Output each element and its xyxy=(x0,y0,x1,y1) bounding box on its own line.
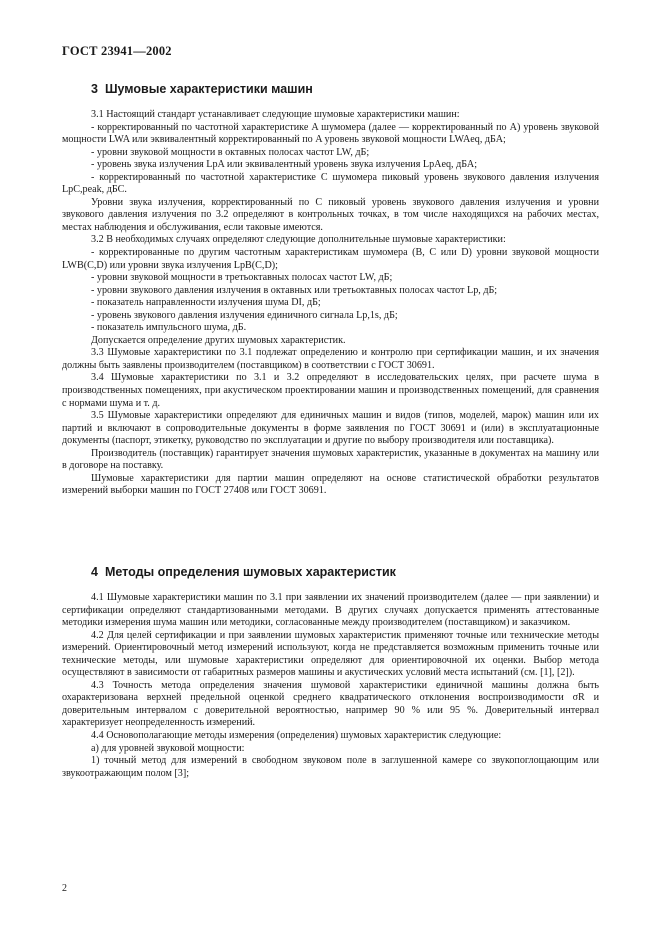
section-4-body xyxy=(62,592,599,780)
paragraph: а) для уровней звуковой мощности: xyxy=(91,742,245,754)
paragraph: - уровень звука излучения LpA или эквивалентный уровень звука излучения LpAeq, дБА; xyxy=(91,159,478,171)
section-4-heading xyxy=(91,565,396,579)
paragraph: - корректированные по другим частотным характеристикам шумомера (B, C или D) уровни звуковой мощности LWB(C,D) или уровни звука излучения LpB(C,D); xyxy=(62,247,599,271)
paragraph: 3.1 Настоящий стандарт устанавливает следующие шумовые характеристики машин: xyxy=(91,109,460,120)
paragraph: Шумовые характеристики для партии машин определяют на основе статистической обработки результатов измерений выборки машин по ГОСТ 27408 или ГОСТ 30691. xyxy=(62,472,599,497)
paragraph: - показатель импульсного шума, дБ. xyxy=(91,322,247,334)
paragraph: - корректированный по частотной характеристике C шумомера пиковый уровень звукового давления излучения LpC,peak, дБС. xyxy=(62,171,599,196)
paragraph: - показатель направленности излучения шума DI, дБ; xyxy=(91,297,321,309)
paragraph: 4.3 Точность метода определения значения шумовой характеристики единичной машины должна быть охарактеризована верхней предельной оценкой среднего квадратического отклонения воспроизводимости σR и доверительным интервалом с доверительной вероятностью, например 90 % или 95 %. Доверительный интервал характеризует неопределенность измерений. xyxy=(62,679,599,729)
document-code: ГОСТ 23941—2002 xyxy=(62,44,172,58)
paragraph: - уровни звуковой мощности в октавных полосах частот LW, дБ; xyxy=(91,146,370,158)
section-3-body xyxy=(62,109,599,498)
section-3-number: 3 xyxy=(91,82,98,96)
section-3-heading xyxy=(91,82,313,96)
paragraph: 1) точный метод для измерений в свободном звуковом поле в заглушенной камере со звукопоглощающим или звукоотражающим полом [3]; xyxy=(62,755,599,779)
paragraph: Уровни звука излучения, корректированный по C пиковый уровень звукового давления излучения и уровни звукового давления излучения по 3.2 определяют в контрольных точках, в том числе находящихся на рабочих местах, местах наблюдения и обслуживания, если таковые имеются. xyxy=(62,196,599,233)
paragraph: 3.5 Шумовые характеристики определяют для единичных машин и видов (типов, моделей, марок) машин или их партий и включают в сопроводительные документы в форме заявления по ГОСТ 30691 и (или) в эксплуатационные документы (паспорт, этикетку, руководство по эксплуатации и другие по выбору производителя или поставщика). xyxy=(62,410,599,447)
paragraph: 3.4 Шумовые характеристики по 3.1 и 3.2 определяют в исследовательских целях, при расчете шума в производственных помещениях, при акустическом проектировании машин и производственных помещений, для сравнения с нормами шума и т. д. xyxy=(62,372,599,409)
paragraph: Производитель (поставщик) гарантирует значения шумовых характеристик, указанные в документах на машину или в договоре на поставку. xyxy=(62,447,599,472)
section-4-title: Методы определения шумовых характеристик xyxy=(104,565,396,579)
paragraph: 3.2 В необходимых случаях определяют следующие дополнительные шумовые характеристики: xyxy=(91,234,506,246)
paragraph: 3.3 Шумовые характеристики по 3.1 подлежат определению и контролю при сертификации машин, и их значения должны быть заявлены производителем (поставщиком) в соответствии с ГОСТ 30691. xyxy=(62,347,599,371)
paragraph: - уровень звукового давления излучения единичного сигнала Lp,1s, дБ; xyxy=(91,309,398,321)
page-number: 2 xyxy=(62,883,67,894)
paragraph: - уровни звукового давления излучения в октавных или третьоктавных полосах частот Lp, дБ; xyxy=(91,284,498,296)
paragraph: 4.2 Для целей сертификации и при заявлении шумовых характеристик применяют точные или технические методы измерений. Ориентировочный метод измерений используют, когда не представляется возможным применить точные или технические методы, или шумовые характеристики определяют для ориентировочной их оценки. Выбор метода осуществляют в зависимости от габаритных размеров машины и акустических условий места испытаний (см. [1], [2]). xyxy=(62,629,599,679)
paragraph: Допускается определение других шумовых характеристик. xyxy=(91,334,346,346)
section-4-number: 4 xyxy=(91,565,98,579)
paragraph: 4.4 Основополагающие методы измерения (определения) шумовых характеристик следующие: xyxy=(91,730,502,742)
paragraph: - корректированный по частотной характеристике A шумомера (далее — корректированный по A) уровень звуковой мощности LWA или эквивалентный корректированный по A уровень звуковой мощности LWAeq, дБА; xyxy=(62,121,599,146)
paragraph: - уровни звуковой мощности в третьоктавных полосах частот LW, дБ; xyxy=(91,272,393,284)
section-3-title: Шумовые характеристики машин xyxy=(104,82,313,96)
paragraph: 4.1 Шумовые характеристики машин по 3.1 при заявлении их значений производителем (далее — при заявлении) и сертификации определяют стандартизованными методами. В других случаях допускается применять аттестованные методики измерения шума машин или методики, согласованные между производителем (поставщиком) и заказчиком. xyxy=(62,592,599,629)
